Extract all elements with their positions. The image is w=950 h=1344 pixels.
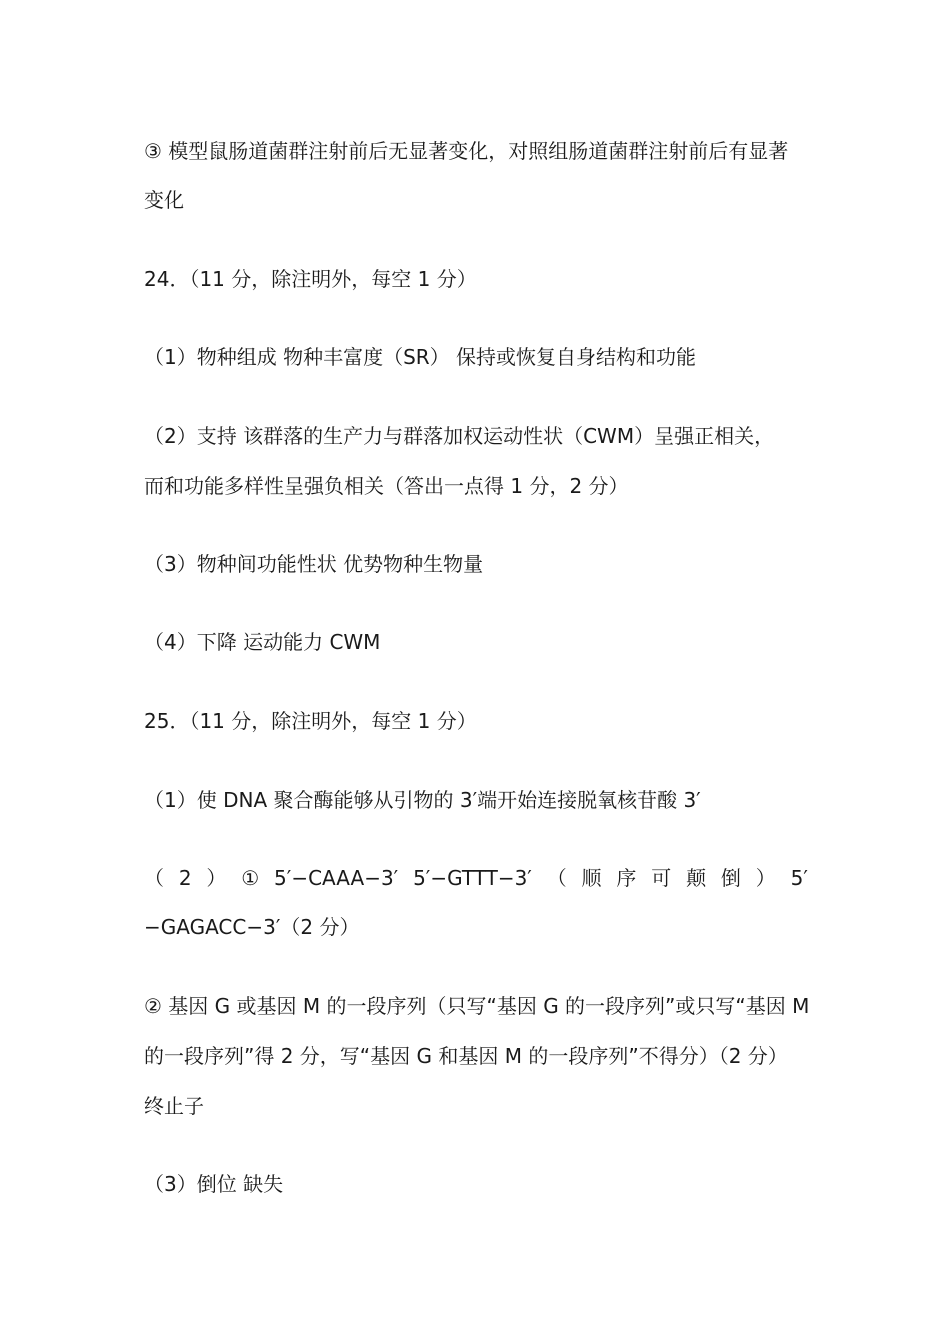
text-line: 变化 [144, 188, 184, 212]
answer-line: −GAGACC−3′（2 分） [144, 915, 360, 939]
answer-line: 的一段序列”得 2 分，写“基因 G 和基因 M 的一段序列”不得分）（2 分） [144, 1044, 788, 1068]
text-token: 5′−GTTT−3′ [413, 866, 532, 890]
answer-line: （2）支持 该群落的生产力与群落加权运动性状（CWM）呈强正相关， [144, 424, 775, 448]
text-token: 5′ [790, 866, 808, 890]
text-token: （ [144, 866, 164, 890]
answer-line: ② 基因 G 或基因 M 的一段序列（只写“基因 G 的一段序列”或只写“基因 M [144, 994, 810, 1018]
text-token: 顺 [581, 866, 602, 890]
text-token: （ [546, 866, 567, 890]
text-token: ） [755, 866, 776, 890]
text-token: 2 [178, 866, 192, 890]
text-token: 倒 [720, 866, 741, 890]
answer-line: （3）倒位 缺失 [144, 1172, 284, 1196]
text-token: 可 [651, 866, 672, 890]
text-token: 序 [616, 866, 637, 890]
text-token: ① [241, 866, 260, 890]
text-line: ③ 模型鼠肠道菌群注射前后无显著变化，对照组肠道菌群注射前后有显著 [144, 139, 789, 163]
question-heading: 24．（11 分，除注明外，每空 1 分） [144, 267, 477, 291]
text-token: ） [206, 866, 227, 890]
answer-line: 而和功能多样性呈强负相关（答出一点得 1 分，2 分） [144, 474, 629, 498]
text-token: 颠 [686, 866, 707, 890]
answer-line-justified [144, 864, 808, 892]
answer-line: 终止子 [144, 1094, 204, 1118]
answer-line: （4）下降 运动能力 CWM [144, 630, 381, 654]
answer-line: （3）物种间功能性状 优势物种生物量 [144, 552, 484, 576]
answer-line: （1）使 DNA 聚合酶能够从引物的 3′端开始连接脱氧核苷酸 3′ [144, 788, 701, 812]
question-heading: 25．（11 分，除注明外，每空 1 分） [144, 709, 477, 733]
answer-line: （1）物种组成 物种丰富度（SR） 保持或恢复自身结构和功能 [144, 345, 697, 369]
text-token: 5′−CAAA−3′ [274, 866, 399, 890]
